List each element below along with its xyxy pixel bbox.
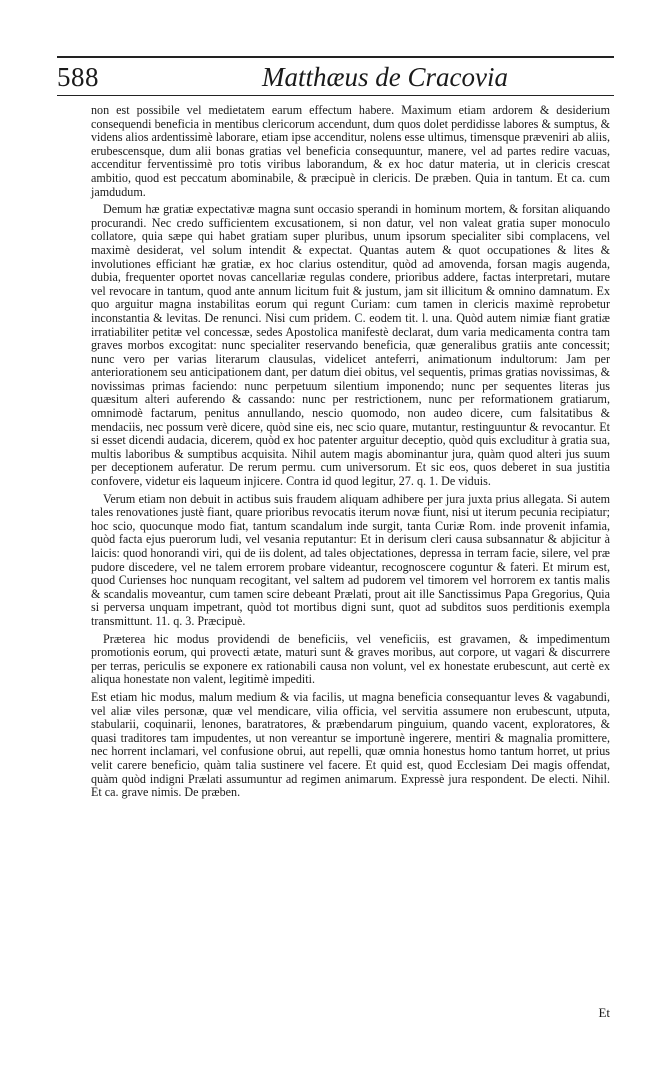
- paragraph: Demum hæ gratiæ expectativæ magna sunt occasio sperandi in hominum mortem, & forsitan aliquando procurandi. Nec credo sufficientem excusationem, si non datur, vel non valeat gratia super monoculo collatore, quia sæpe qui habet gratiam super pluribus, unum ipsorum specialiter sibi complacens, vel maximè desiderat, vel solum intendit & expectat. Quantas autem & quot occupationes & lites & involutiones efficiant hæ gratiæ, ex hoc clarius ostenditur, quòd ad amovenda, forsan magis augenda, dubia, frequenter oportet novas cancellariæ regulas condere, prioribus addere, factas interpretari, mutare vel revocare in tantum, quod ante annum licitum fuit & justum, jam sit illicitum & omnino damnatum. Ex quo arguitur magna instabilitas eorum qui regunt Curiam: cum tamen in clericis maximè reprobetur inconstantia & levitas. De renunci. Nisi cum pridem. C. eodem tit. l. una. Quòd autem nimiæ fiant gratiæ irratiabiliter petitæ vel concessæ, sedes Apostolica manifestè declarat, dum varia medicamenta contra tam graves morbos excogitat: nunc specialiter reservando beneficia, quæ generalibus gratiis ante concessit; nunc vero per varias literarum clausulas, videlicet anteferri, animationum indultorum: Jam per anteriorationem seu anticipationem dant, per datum diei obitus, vel sequentis, primas gratias novissimas, & novissimas primas faciendo: nunc perpetuum silentium imponendo; nunc per sequentes literas jus quæsitum alteri auferendo & cassando: nunc per restrictionem, nunc per reformationem gratiarum, omnimodè factarum, penitus annullando, nescio quomodo, non audeo dicere, cum falsitatibus & mendaciis, nec possum verè dicere, quòd sine eis, nec scio quare, mutantur, restinguuntur & revocantur. Et si esset dicendi audacia, dicerem, quòd ex hoc patenter arguitur deceptio, quòd quis excluditur à gratia sua, multis laboribus & sumptibus acquisita. Nihil autem magis abominantur jura, quàm quod alteri jus suum per deceptionem auferatur. De rerum permu. cum universorum. Et sic eos, quos deberet in sua justitia confovere, videtur eis laqueum injicere. Contra id quod legitur, 27. q. 1. De viduis.: [91, 202, 610, 489]
- catchword: Et: [598, 1005, 610, 1020]
- header-rule: [57, 95, 614, 96]
- page-number: 588: [57, 62, 99, 92]
- paragraph: Præterea hic modus providendi de beneficiis, vel veneficiis, est gravamen, & impedimentum promotionis eorum, qui provecti ætate, maturi sunt & graves moribus, aut corpore, ut vagari & discurrere per terras, periculis se exponere ex rationabili causa non volunt, vel ex honestate erubescunt, aut certè ex aliqua honestate non valent, legitimè impediti.: [91, 631, 610, 687]
- body-text: [91, 104, 610, 804]
- top-rule: [57, 56, 614, 58]
- paragraph: Verum etiam non debuit in actibus suis fraudem aliquam adhibere per jura juxta prius allegata. Si autem tales renovationes justè fiant, quare prioribus revocatis iterum novæ fiunt, nisi ut iterum pecunia recipiatur; hoc scio, quocunque modo fiat, tantum scandalum inde surgit, tanta Curiæ Rom. inde provenit infamia, quòd facta ejus puerorum ludi, vel vesania reputantur: Et in derisum cleri causa subsannatur & abjicitur à laicis: quod honorandi viri, qui de iis dolent, ad tales objectationes, depressa in terram facie, silere, vel præ pudore discedere, vel ne talem errorem probare videantur, recognoscere coguntur & fateri. Et mirum est, quod Curienses hoc nunquam recogitant, vel saltem ad pudorem vel timorem vel horrorem ex tantis malis & scandalis moveantur, cum tamen scire debeant Prælati, prout ait ille Sanctissimus Papa Gregorius, Quia si perversa unquam impetrant, quòd tot mortibus digni sunt, quot ad subditos suos perditionis exempla transmittunt. 11. q. 3. Præcipuè.: [91, 491, 610, 628]
- running-head: Matthæus de Cracovia: [262, 62, 508, 92]
- paragraph: non est possibile vel medietatem earum effectum habere. Maximum etiam ardorem & desiderium consequendi beneficia in mentibus clericorum accendunt, dum quos dolet perdidisse labores & sumptus, & videns alios ardentissimè laborare, etiam ipse accenditur, nolens esse ultimus, timensque præveniri ab aliis, erubescensque, dum alii bonas gratias vel beneficia consequuntur, manere, vel ad partes redire vacuas, accenditur ferventissimè pro totis viribus laborandum, & ex hoc datur materia, ut in clericis crescat ambitio, quod est peccatum abominabile, & præcipuè in clericis. De præben. Quia in tantum. Et ca. cum jamdudum.: [91, 103, 610, 199]
- paragraph: Est etiam hic modus, malum medium & via facilis, ut magna beneficia consequantur leves & vagabundi, vel aliæ viles personæ, quæ vel mendicare, vilia officia, vel servitia assumere non erubescunt, utputa, stabularii, coquinarii, lenones, baratratores, & præbendarum pinguium, quando vacent, exploratores, & quasi traditores tam impudentes, ut non vereantur se importunè ingerere, mentiri & magnalia promittere, nec horrent inclamari, vel confusione obrui, aut repelli, quæ omnia honestus homo tantum horret, ut prius velit carere beneficio, quàm talia sustinere vel facere. Et quid est, quod Ecclesiam Dei magis offendat, quàm quòd indigni Prælati assumuntur ad regimen animarum. Expressè jura respondent. De electi. Nihil. Et ca. grave nimis. De præben.: [91, 689, 610, 800]
